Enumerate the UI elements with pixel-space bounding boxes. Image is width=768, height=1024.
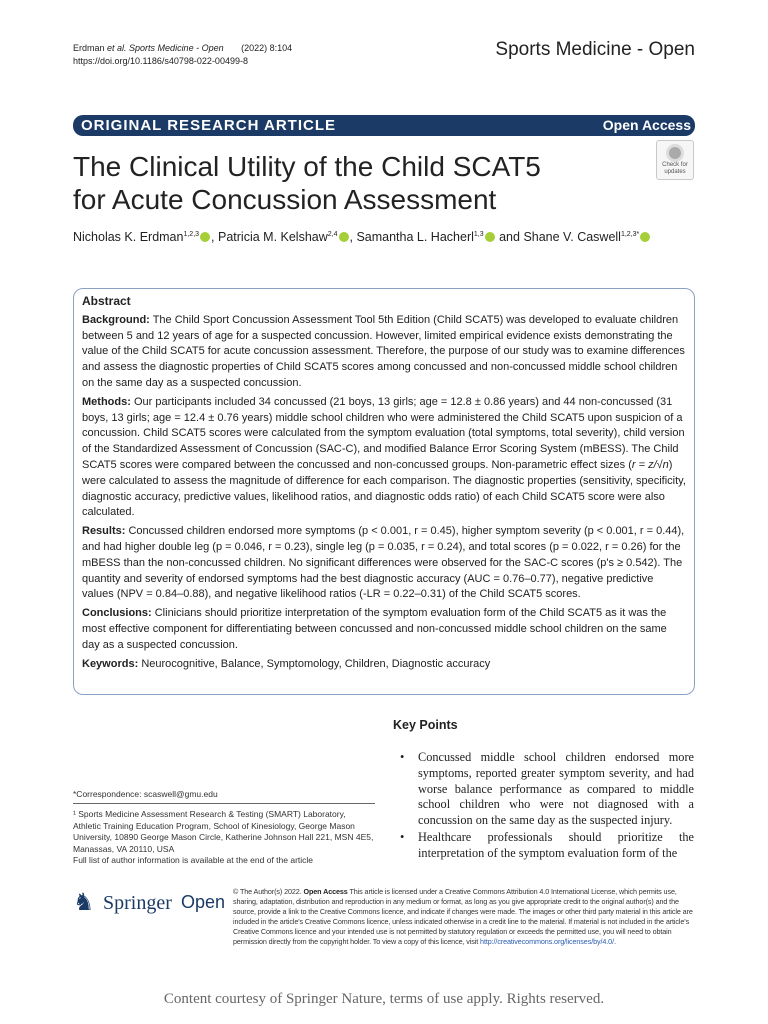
footnote-divider	[73, 803, 375, 804]
keywords-label: Keywords:	[82, 657, 139, 670]
abstract-keywords	[82, 657, 686, 673]
author-affiliation: 2,4	[327, 230, 338, 238]
abstract-box	[73, 288, 695, 695]
author-name: Nicholas K. Erdman	[73, 230, 184, 244]
effect-size-formula: r = z/√n	[631, 458, 669, 471]
results-label: Results:	[82, 525, 126, 538]
publisher-name: Springer	[103, 892, 172, 914]
title-line-1: The Clinical Utility of the Child SCAT5	[73, 151, 541, 182]
check-updates-line-1: Check for	[662, 162, 688, 168]
conclusions-label: Conclusions:	[82, 607, 152, 620]
header-author: Erdman	[73, 43, 105, 53]
background-text: The Child Sport Concussion Assessment Tool 5th Edition (Child SCAT5) was developed to evaluate children between 5 and 12 years of age for a suspected concussion. However, limited empirical evidence exists demonstrating the value of the Child SCAT5 for acute concussion assessment. Therefore, the purpose of our study was to examine differences and assess the diagnostic properties of Child SCAT5 scores among concussed and non-concussed middle school children on the same day as a suspected concussion.	[82, 313, 685, 389]
methods-text: Our participants included 34 concussed (21 boys, 13 girls; age = 12.8 ± 0.86 years) and 44 non-concussed (31 boys, 13 girls; age = 12.4 ± 0.76 years) middle school children who were administered the Child SCAT5 upon suspicion of a concussion. Child SCAT5 scores were calculated from the symptom evaluation (total symptoms, total severity), child version of the Standardized Assessment of Concussion (SAC-C), and modified Balance Error Scoring System (mBESS). The Child SCAT5 scores were compared between the concussed and non-concussed groups. Non-parametric effect sizes (	[82, 395, 685, 471]
article-title	[73, 150, 643, 216]
header-year-volume: (2022) 8:104	[241, 43, 293, 53]
orcid-icon[interactable]	[485, 232, 495, 242]
header-journal-abbrev: et al. Sports Medicine - Open	[107, 43, 224, 53]
orcid-icon[interactable]	[200, 232, 210, 242]
article-type: ORIGINAL RESEARCH ARTICLE	[81, 117, 337, 134]
article-type-banner	[73, 115, 695, 136]
background-label: Background:	[82, 313, 150, 326]
abstract-conclusions	[82, 606, 686, 653]
author-affiliation: 1,2,3*	[620, 230, 640, 238]
running-header	[73, 42, 292, 68]
title-line-2: for Acute Concussion Assessment	[73, 184, 497, 215]
list-item: • Concussed middle school children endorsed more symptoms, reported greater symptom severity, and had worse balance performance as compared to middle school children who were not diagnosed with a concussion on the same day as the suspected injury.	[398, 750, 694, 829]
abstract-results	[82, 524, 686, 603]
orcid-icon[interactable]	[640, 232, 650, 242]
author-separator: ,	[211, 230, 218, 244]
springer-open-logo	[73, 888, 226, 922]
list-item: • Healthcare professionals should prioritize the interpretation of the symptom evaluation form of the	[398, 830, 694, 862]
check-for-updates-badge[interactable]	[656, 140, 694, 180]
orcid-icon[interactable]	[339, 232, 349, 242]
open-access-bold: Open Access	[303, 887, 348, 896]
license-statement	[233, 887, 695, 946]
springer-horse-icon: ♞	[73, 889, 95, 916]
copyright-prefix: © The Author(s) 2022.	[233, 887, 302, 896]
journal-name: Sports Medicine - Open	[495, 39, 695, 60]
correspondence-email[interactable]: *Correspondence: scaswell@gmu.edu	[73, 789, 218, 799]
keywords-text: Neurocognitive, Balance, Symptomology, Children, Diagnostic accuracy	[141, 657, 491, 670]
author-separator: and	[495, 230, 524, 244]
author-separator: ,	[349, 230, 357, 244]
author-name: Samantha L. Hacherl	[356, 230, 474, 244]
open-access-label: Open Access	[602, 117, 691, 133]
check-updates-icon	[666, 144, 684, 162]
license-text: This article is licensed under a Creative Commons Attribution 4.0 International License, which permits use, sharing, adaptation, distribution and reproduction in any medium or format, as long as you give appropriate credit to the original author(s) and the source, provide a link to the Creative Commons licence, and indicate if changes were made. The images or other third party material in this article are included in the article's Creative Commons licence, unless indicated otherwise in a credit line to the material. If material is not included in the article's Creative Commons licence and your intended use is not permitted by statutory regulation or exceeds the permitted use, you will need to obtain permission directly from the copyright holder. To view a copy of this licence, visit	[233, 887, 693, 946]
key-points-heading: Key Points	[393, 718, 458, 732]
methods-text-continued: ) were calculated to assess the magnitude of difference for each comparison. The diagnostic properties (sensitivity, specificity, diagnostic accuracy, predictive values, likelihood ratios, and diagnostic odds ratio) of each Child SCAT5 score were also calculated.	[82, 458, 686, 519]
author-affiliation: 1,2,3	[183, 230, 200, 238]
methods-label: Methods:	[82, 395, 131, 408]
courtesy-footer: Content courtesy of Springer Nature, terms of use apply. Rights reserved.	[163, 991, 605, 1007]
conclusions-text: Clinicians should prioritize interpretation of the symptom evaluation form of the Child SCAT5 as it was the most effective component for differentiating between concussed and non-concussed middle school children on the same day as a suspected concussion.	[82, 607, 667, 651]
full-author-info-note: Full list of author information is available at the end of the article	[73, 855, 314, 865]
key-points-list	[398, 750, 694, 863]
license-link[interactable]: http://creativecommons.org/licenses/by/4.0/	[480, 936, 614, 946]
author-name: Patricia M. Kelshaw	[218, 230, 328, 244]
abstract-background	[82, 313, 686, 392]
check-updates-line-2: updates	[664, 169, 686, 175]
author-name: Shane V. Caswell	[523, 230, 621, 244]
author-list	[73, 230, 651, 244]
abstract-heading: Abstract	[82, 294, 131, 308]
results-text: Concussed children endorsed more symptoms (p < 0.001, r = 0.45), higher symptom severity (p < 0.001, r = 0.44), and had higher double leg (p = 0.046, r = 0.23), single leg (p = 0.035, r = 0.24), and total scores (p = 0.022, r = 0.26) for the mBESS than the non-concussed children. No significant differences were observed for the SAC-C scores (p's ≥ 0.542). The quantity and severity of endorsed symptoms had the best diagnostic accuracy (AUC = 0.76–0.77), negative predictive values (NPV = 0.84–0.88), and negative likelihood ratios (-LR = 0.22–0.31) of the Child SCAT5 scores.	[82, 525, 685, 601]
doi-link[interactable]: https://doi.org/10.1186/s40798-022-00499-8	[73, 56, 248, 66]
license-end: .	[613, 936, 616, 946]
publisher-suffix: Open	[181, 892, 226, 912]
author-affiliation: 1,3	[473, 230, 484, 238]
affiliation-footnote	[73, 809, 375, 867]
affiliation-text: ¹ Sports Medicine Assessment Research & Testing (SMART) Laboratory, Athletic Training Education Program, School of Kinesiology, George Mason University, 10890 George Mason Circle, Katherine Johnson Hall 221, MSN 4E5, Manassas, VA 20110, USA	[73, 809, 374, 854]
abstract-methods	[82, 395, 686, 521]
